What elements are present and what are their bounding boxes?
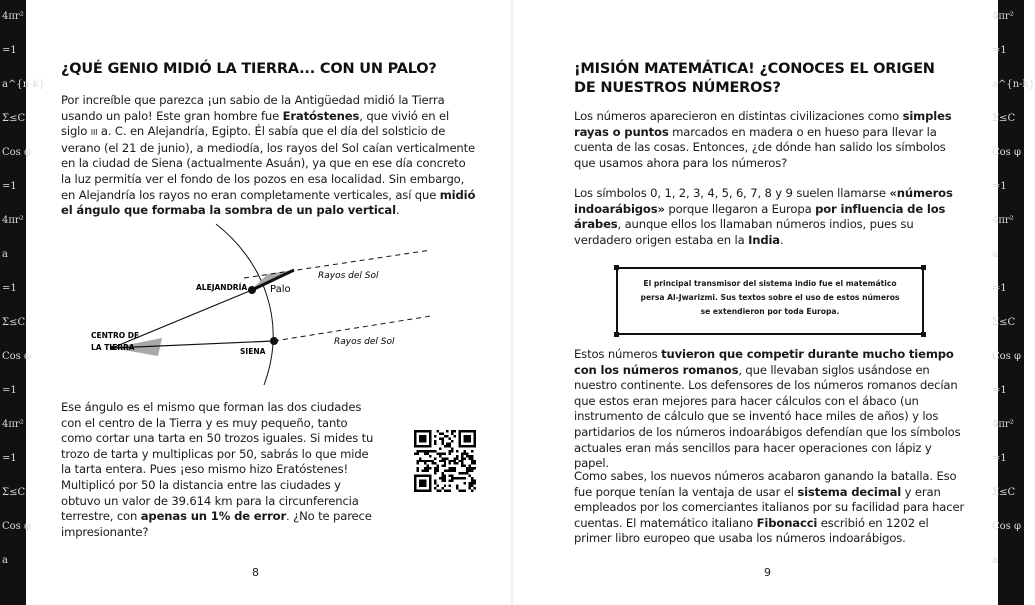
info-box bbox=[616, 267, 924, 335]
edge-math-glyph: =1 bbox=[992, 181, 1007, 192]
info-box-text: El principal transmisor del sistema indio fue el matemático persa Al-Jwarizmi. Sus textos sobre el uso de estos números se extendieron por toda Europa. bbox=[640, 279, 900, 316]
right-paragraph-4: Como sabes, los nuevos números acabaron ganando la batalla. Eso fue porque tenían la ventaja de usar el sistema decimal y eran empleados por los comerciantes italianos por su facilidad para hacer cuentas. El matemático italiano Fibonacci escribió en 1202 el primer libro europeo que usaba los números indoarábigos. bbox=[574, 469, 965, 546]
edge-math-glyph: =1 bbox=[2, 283, 17, 294]
edge-math-glyph: Cos φ bbox=[992, 147, 1021, 158]
qr-code[interactable] bbox=[414, 430, 476, 492]
right-paragraph-2: Los símbolos 0, 1, 2, 3, 4, 5, 6, 7, 8 y 9 suelen llamarse «números indoarábigos» porque llegaron a Europa por influencia de los árabes, aunque ellos los llamaban números indios, pues su verdadero origen estaba en la India. bbox=[574, 186, 953, 247]
page-number-left: 8 bbox=[252, 566, 259, 579]
edge-math-glyph: a bbox=[992, 249, 998, 260]
label-rays-top: Rayos del Sol bbox=[318, 271, 379, 281]
edge-math-glyph: 4πr² bbox=[992, 11, 1014, 22]
edge-math-glyph: 4πr² bbox=[2, 215, 24, 226]
edge-math-glyph: 4πr² bbox=[992, 215, 1014, 226]
edge-math-glyph: a bbox=[2, 555, 8, 566]
edge-math-glyph: a^{n-k} bbox=[992, 79, 1035, 90]
label-palo: Palo bbox=[270, 284, 291, 295]
edge-math-glyph: =1 bbox=[992, 283, 1007, 294]
edge-math-glyph: =1 bbox=[2, 453, 17, 464]
label-siena: SIENA bbox=[240, 347, 266, 356]
label-centro-2: LA TIERRA bbox=[91, 343, 135, 352]
edge-math-glyph: Σ≤C bbox=[2, 487, 26, 498]
label-centro-1: CENTRO DE bbox=[91, 331, 140, 340]
left-paragraph-2: Ese ángulo es el mismo que forman las dos ciudades con el centro de la Tierra y es muy pequeño, tanto como cortar una tarta en 50 trozos iguales. Si mides tu trozo de tarta y multiplicas por 50, sabrás lo que mide la tarta entera. Pues ¡eso mismo hizo Eratóstenes! Multiplicó por 50 la distancia entre las ciudades y obtuvo un valor de 39.614 km para la circunferencia terrestre, con apenas un 1% de error. ¿No te parece impresionante? bbox=[61, 400, 374, 539]
earth-arc bbox=[216, 224, 273, 385]
edge-math-glyph: =1 bbox=[992, 385, 1007, 396]
edge-math-glyph: Cos φ bbox=[2, 351, 31, 362]
right-page-title: ¡MISIÓN MATEMÁTICA! ¿CONOCES EL ORIGEN DE NUESTROS NÚMEROS? bbox=[574, 61, 935, 96]
edge-math-glyph: 4πr² bbox=[992, 419, 1014, 430]
edge-math-glyph: a^{n-k} bbox=[2, 79, 45, 90]
edge-math-glyph: 4πr² bbox=[2, 419, 24, 430]
right-paragraph-3: Estos números tuvieron que competir durante mucho tiempo con los números romanos, que llevaban siglos usándose en nuestro continente. Los defensores de los números romanos decían que estos eran mejores para hacer cálculos con el ábaco (un instrumento de cálculo que se inventó hace miles de años) y los partidarios de los números indoarábigos defendían que los símbolos actuales eran más sencillos para hacer operaciones con lápiz y papel. bbox=[574, 347, 961, 471]
alejandria-point bbox=[248, 286, 256, 294]
edge-math-glyph: Σ≤C bbox=[2, 317, 26, 328]
left-edge-decoration bbox=[0, 0, 45, 605]
edge-math-glyph: 4πr² bbox=[2, 11, 24, 22]
eratosthenes-diagram bbox=[26, 220, 512, 390]
left-paragraph-1: Por increíble que parezca ¡un sabio de la Antigüedad midió la Tierra usando un palo! Este gran hombre fue Eratóstenes, que vivió en el siglo III a. C. en Alejandría, Egipto. Él sabía que el día del solsticio de verano (el 21 de junio), a mediodía, los rayos del Sol caían verticalmente en la ciudad de Siena (actualmente Asuán), ya que en ese día concreto la luz permitía ver el fondo de los pozos en esa localidad. Sin embargo, en Alejandría los rayos no eran completamente verticales, así que midió el ángulo que formaba la sombra de un palo vertical. bbox=[61, 93, 476, 218]
edge-math-glyph: Cos φ bbox=[992, 351, 1021, 362]
edge-math-glyph: =1 bbox=[992, 453, 1007, 464]
label-rays-bottom: Rayos del Sol bbox=[334, 337, 395, 347]
page-number-right: 9 bbox=[764, 566, 771, 579]
left-page-title: ¿QUÉ GENIO MIDIÓ LA TIERRA... CON UN PALO? bbox=[61, 61, 437, 77]
left-page bbox=[26, 0, 512, 605]
label-alejandria: ALEJANDRÍA bbox=[196, 283, 248, 292]
edge-math-glyph: Cos φ bbox=[2, 147, 31, 158]
edge-math-glyph: Cos φ bbox=[992, 521, 1021, 532]
edge-math-glyph: a bbox=[992, 555, 998, 566]
edge-math-glyph: =1 bbox=[2, 181, 17, 192]
edge-math-glyph: Cos φ bbox=[2, 521, 31, 532]
edge-math-glyph: Σ≤C bbox=[2, 113, 26, 124]
right-paragraph-1: Los números aparecieron en distintas civilizaciones como simples rayas o puntos marcados en madera o en hueso para llevar la cuenta de las cosas. Entonces, ¿de dónde han salido los símbolos que usamos ahora para los números? bbox=[574, 109, 952, 170]
edge-math-glyph: =1 bbox=[2, 385, 17, 396]
siena-point bbox=[270, 337, 278, 345]
right-edge-decoration bbox=[992, 0, 1035, 605]
edge-math-glyph: Σ≤C bbox=[992, 317, 1016, 328]
edge-math-glyph: Σ≤C bbox=[992, 113, 1016, 124]
edge-math-glyph: a bbox=[2, 249, 8, 260]
edge-math-glyph: =1 bbox=[992, 45, 1007, 56]
edge-math-glyph: Σ≤C bbox=[992, 487, 1016, 498]
right-page bbox=[513, 0, 998, 605]
edge-math-glyph: =1 bbox=[2, 45, 17, 56]
